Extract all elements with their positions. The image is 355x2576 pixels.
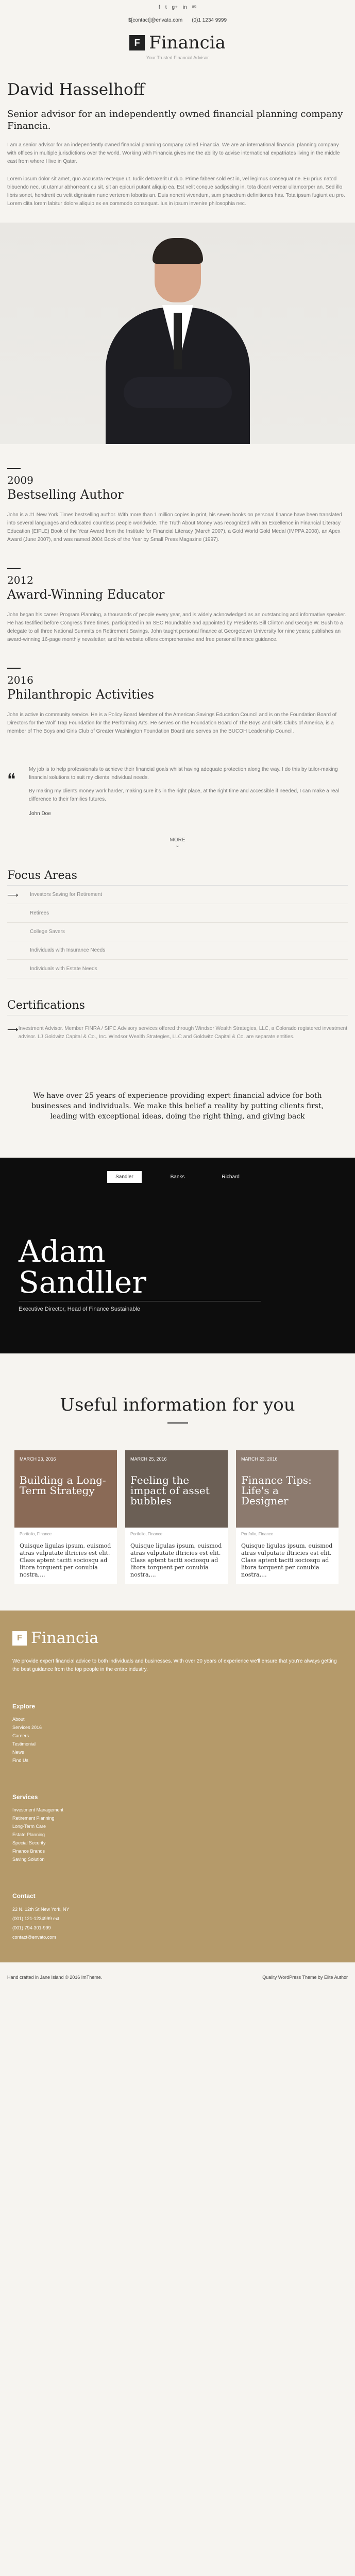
certifications-heading: Certifications bbox=[7, 999, 85, 1012]
team-member-name: Adam Sandller bbox=[19, 1234, 146, 1300]
site-logo[interactable] bbox=[0, 26, 355, 67]
footer-link[interactable]: Saving Solution bbox=[12, 1857, 45, 1862]
profile-lead: Senior advisor for an independently owned financial planning company Financia. bbox=[7, 109, 343, 131]
blog-cards bbox=[0, 1450, 355, 1584]
focus-area-item: Retirees bbox=[7, 904, 348, 923]
blog-card[interactable] bbox=[236, 1450, 339, 1584]
google-plus-icon[interactable]: g+ bbox=[172, 4, 178, 10]
profile-name: David Hasselhoff bbox=[7, 80, 145, 99]
footer-link[interactable]: Finance Brands bbox=[12, 1849, 45, 1854]
profile-paragraph-1: I am a senior advisor for an independently owned financial planning company called Financia. We are an international financial planning company with offices in multiple jurisdictions over the world. Working with Financia gives me the ability to advise international expatriates living in the middle east from where I live in Qatar. bbox=[7, 142, 340, 164]
blog-card[interactable] bbox=[125, 1450, 228, 1584]
quote-icon: ❝ bbox=[7, 771, 16, 788]
card-image[interactable] bbox=[236, 1450, 339, 1528]
footer-link[interactable]: News bbox=[12, 1750, 24, 1755]
timeline-year: 2009 bbox=[7, 474, 33, 486]
card-title[interactable]: Building a Long-Term Strategy bbox=[20, 1474, 106, 1497]
timeline-text: John is a #1 New York Times bestselling author. With more than 1 million copies in print, his seven books on personal finance have been translated into several languages and educated countless people worldwide. The Truth About Money was recognized with an Excellence in Financial Literacy Education (EIFLE) Book of the Year Award from the Institute for Financial Literacy (March 2007), a Gold World Gold Medal (IMPPA 2008), an Apex Award (June 2007), and was named 2004 Book of the Year by Small Press Magazine (1997). bbox=[7, 512, 342, 543]
card-title[interactable]: Feeling the impact of asset bubbles bbox=[130, 1474, 210, 1507]
timeline-text: John is active in community service. He is a Policy Board Member of the American Savings Education Council and is on the Foundation Board of Directors for the Wolf Trap Foundation for the Performing Arts. He serves on the Foundation Board of The Boys and Girls Clubs of America, is a member of The Boys and Girls Club of Greater Washington Foundation Board and serves on the BUCOH Leadership Council. bbox=[7, 712, 337, 734]
timeline-item bbox=[7, 568, 348, 644]
advisor-portrait bbox=[0, 223, 355, 444]
theme-credit[interactable]: Quality WordPress Theme by Elite Author bbox=[262, 1974, 348, 1980]
quote-text-1: My job is to help professionals to achieve their financial goals whilst having adequate protection along the way. I do this by tailor-making financial solutions to suit my clients individual needs. bbox=[29, 767, 338, 781]
logo-text: Financia bbox=[149, 32, 226, 53]
footer-email[interactable]: contact@envato.com bbox=[12, 1935, 56, 1940]
card-excerpt: Quisque ligulas ipsum, euismod atras vulputate iltricies est elit. Class aptent taciti sociosqu ad litora torquent per conubia nostra,... bbox=[20, 1543, 111, 1578]
quote-author: John Doe bbox=[29, 811, 51, 817]
team-showcase bbox=[0, 1158, 355, 1353]
timeline-year: 2012 bbox=[7, 574, 33, 586]
more-label: MORE bbox=[170, 837, 185, 843]
certification-text: Investment Advisor. Member FINRA / SIPC Advisory services offered through Windsor Wealth Strategies, LLC, a Colorado registered investment advisor. LJ Goldwitz Capital & Co., Inc. Windsor Wealth Strategies, LLC and Goldwitz Capital & Co. are separate entities. bbox=[18, 1026, 347, 1040]
certification-item bbox=[7, 1025, 348, 1041]
card-image[interactable] bbox=[125, 1450, 228, 1528]
team-member-role: Executive Director, Head of Finance Sustainable bbox=[19, 1306, 141, 1312]
mail-icon[interactable]: ✉ bbox=[192, 4, 197, 10]
footer-link[interactable]: Investment Management bbox=[12, 1807, 64, 1812]
card-excerpt: Quisque ligulas ipsum, euismod atras vulputate iltricies est elit. Class aptent taciti sociosqu ad litora torquent per conubia nostra,... bbox=[130, 1543, 222, 1578]
contact-email[interactable]: $[contact]@envato.com bbox=[128, 17, 183, 23]
tab-sandler[interactable]: Sandler bbox=[107, 1171, 141, 1183]
timeline-item bbox=[7, 668, 348, 736]
facebook-icon[interactable]: f bbox=[158, 4, 160, 10]
footer-link[interactable]: Special Security bbox=[12, 1840, 46, 1845]
bottom-bar bbox=[0, 1962, 355, 1992]
more-button[interactable] bbox=[0, 837, 355, 849]
timeline-title: Philanthropic Activities bbox=[7, 687, 155, 702]
card-meta[interactable]: Portfolio, Finance bbox=[20, 1532, 52, 1536]
footer-logo-text: Financia bbox=[31, 1629, 99, 1647]
footer-fax: (001) 794-301-999 bbox=[12, 1925, 51, 1930]
top-social-bar bbox=[0, 0, 355, 14]
quote-text-2: By making my clients money work harder, making sure it's in the right place, at the right time and accessible if needed, I can make a real difference to their families futures. bbox=[29, 788, 340, 802]
tab-banks[interactable]: Banks bbox=[170, 1174, 185, 1180]
footer-logo[interactable] bbox=[12, 1629, 343, 1647]
focus-area-item: ⟶ Investors Saving for Retirement bbox=[7, 886, 348, 904]
blog-heading: Useful information for you bbox=[60, 1395, 295, 1415]
copyright: Hand crafted in Jane Island © 2016 ImTheme. bbox=[7, 1974, 103, 1980]
footer-link[interactable]: Retirement Planning bbox=[12, 1816, 55, 1821]
timeline-year: 2016 bbox=[7, 674, 33, 686]
footer-logo-mark-icon: F bbox=[12, 1631, 27, 1646]
testimonial-quote bbox=[0, 766, 355, 817]
footer-link[interactable]: Estate Planning bbox=[12, 1832, 45, 1837]
focus-areas-heading: Focus Areas bbox=[7, 869, 77, 882]
card-date: MARCH 23, 2016 bbox=[241, 1456, 278, 1462]
footer-services-heading: Services bbox=[12, 1793, 38, 1801]
footer-contact-heading: Contact bbox=[12, 1892, 36, 1900]
chevron-down-icon: ⌄ bbox=[175, 843, 180, 849]
focus-area-item: College Savers bbox=[7, 923, 348, 941]
footer-link[interactable]: About bbox=[12, 1717, 25, 1722]
timeline-title: Bestselling Author bbox=[7, 487, 124, 502]
arrow-right-icon: ⟶ bbox=[7, 890, 19, 900]
card-title[interactable]: Finance Tips: Life's a Designer bbox=[241, 1474, 312, 1507]
card-date: MARCH 25, 2016 bbox=[130, 1456, 167, 1462]
footer-phone[interactable]: (001) 121-1234999 ext bbox=[12, 1916, 60, 1921]
footer-link[interactable]: Testimonial bbox=[12, 1741, 36, 1747]
blog-card[interactable] bbox=[14, 1450, 117, 1584]
focus-area-item: Individuals with Insurance Needs bbox=[7, 941, 348, 960]
timeline-text: John began his career Program Planning, a thousands of people every year, and is widely acknowledged as an outstanding and informative speaker. He has testified before Congress three times, participated in an SEC Roundtable and appointed by Presidents Bill Clinton and George W. Bush to a delegate to all three National Summits on Retirement Savings. John taught personal finance at Georgetown University for nine years; publishes an award-winning 16-page monthly newsletter; and his website offers comprehensive and free personal finance guidance. bbox=[7, 612, 346, 642]
card-image[interactable] bbox=[14, 1450, 117, 1528]
footer-link[interactable]: Long-Term Care bbox=[12, 1824, 46, 1829]
company-statement: We have over 25 years of experience providing expert financial advice for both businesses and individuals. We make this belief a reality by putting clients first, leading with exceptional ideas, doing the right thing, and giving back bbox=[31, 1092, 324, 1121]
card-excerpt: Quisque ligulas ipsum, euismod atras vulputate iltricies est elit. Class aptent taciti sociosqu ad litora torquent per conubia nostra,... bbox=[241, 1543, 333, 1578]
footer-about: We provide expert financial advice to both individuals and businesses. With over 20 years of experience we'll ensure that you're always getting the best guidance from the top people in the entire industry. bbox=[12, 1658, 337, 1672]
arrow-right-icon: ⟶ bbox=[7, 1025, 19, 1034]
tab-richard[interactable]: Richard bbox=[222, 1174, 240, 1180]
contact-phone[interactable]: (0)1 1234 9999 bbox=[192, 17, 227, 23]
card-date: MARCH 23, 2016 bbox=[20, 1456, 56, 1462]
top-contact bbox=[0, 14, 355, 26]
timeline bbox=[0, 468, 355, 736]
logo-mark-icon: F bbox=[129, 35, 145, 50]
logo-tagline: Your Trusted Financial Advisor bbox=[146, 55, 209, 60]
footer-link[interactable]: Find Us bbox=[12, 1758, 29, 1763]
focus-area-item: Individuals with Estate Needs bbox=[7, 960, 348, 978]
timeline-item bbox=[7, 468, 348, 544]
card-meta[interactable]: Portfolio, Finance bbox=[130, 1532, 163, 1536]
team-tabs bbox=[0, 1158, 355, 1183]
profile-paragraph-2: Lorem ipsum dolor sit amet, quo accusata recteque ut. Iudik detraxerit ut duo. Prime fabeer sold est in, vel legimus consequat ne. Eu prius natod tribuendo nec, ut utamur abhorreant cu sit, sit an epicuri putant aliquip ea. Est velit conque sadipscing in, tota dicant verear ullamcorper an. Sed illo libris sonet, hendrerit cu velit dignissim nunc verterem lobortis an. Duis noncrit vivendum, sum phaedrum definitiones has. Tota ipsum fugiunt eu pro. Lorem clita lorem labitur dolore aliquip ex ea commodo consequat. Ius in ipsum invenire philosophia nec. bbox=[7, 176, 345, 207]
footer-link[interactable]: Services 2016 bbox=[12, 1725, 42, 1730]
card-meta[interactable]: Portfolio, Finance bbox=[241, 1532, 274, 1536]
twitter-icon[interactable]: t bbox=[165, 4, 167, 10]
footer-address: 22 N. 12th St New York, NY bbox=[12, 1907, 70, 1912]
focus-areas bbox=[0, 869, 355, 1041]
timeline-title: Award-Winning Educator bbox=[7, 587, 165, 602]
profile-section bbox=[0, 80, 355, 208]
footer-link[interactable]: Careers bbox=[12, 1733, 29, 1738]
linkedin-icon[interactable]: in bbox=[182, 4, 187, 10]
site-footer bbox=[0, 1611, 355, 1962]
footer-explore-heading: Explore bbox=[12, 1703, 36, 1710]
